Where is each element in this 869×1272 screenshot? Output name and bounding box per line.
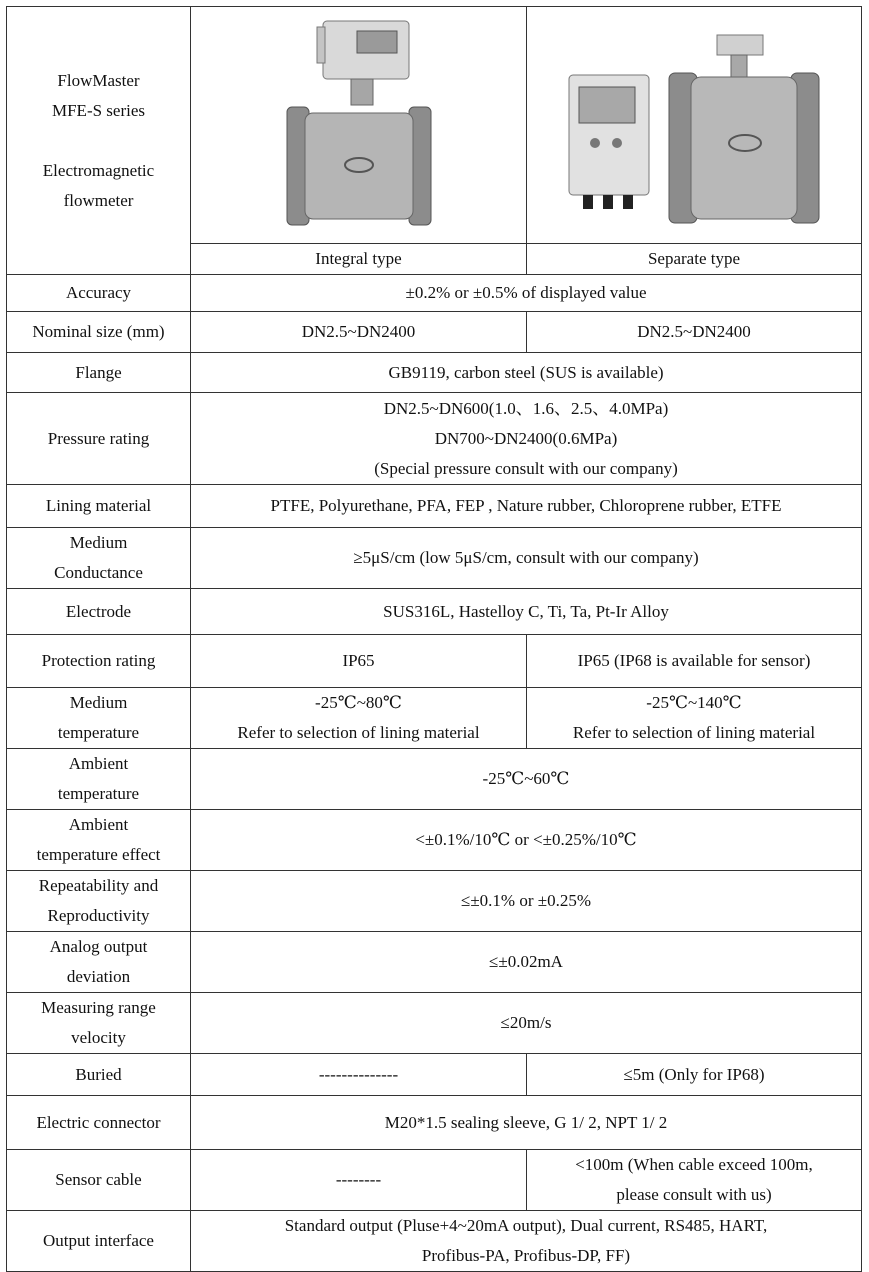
sensor-cable-separate-line-1: <100m (When cable exceed 100m, (575, 1155, 813, 1174)
repeatability-label-line-1: Repeatability and (38, 876, 159, 895)
connector-label: Electric connector (7, 1096, 191, 1150)
separate-type-header: Separate type (527, 244, 862, 275)
medium-temp-integral (191, 688, 527, 749)
ambient-effect-label (7, 810, 191, 871)
velocity-label-line-1: Measuring range (41, 998, 156, 1017)
separate-image-cell (527, 7, 862, 244)
medium-temp-integral-line-1: -25℃~80℃ (315, 693, 402, 712)
ambient-temp-label (7, 749, 191, 810)
velocity-label (7, 993, 191, 1054)
medium-temp-separate-line-1: -25℃~140℃ (646, 693, 742, 712)
sensor-cable-separate (527, 1150, 862, 1211)
medium-temp-label-line-1: Medium (69, 693, 128, 712)
buried-label: Buried (7, 1054, 191, 1096)
electrode-label: Electrode (7, 589, 191, 635)
accuracy-label: Accuracy (7, 275, 191, 312)
analog-value: ≤±0.02mA (191, 932, 862, 993)
integral-image-cell (191, 7, 527, 244)
nominal-size-integral: DN2.5~DN2400 (191, 312, 527, 353)
repeatability-value: ≤±0.1% or ±0.25% (191, 871, 862, 932)
protection-separate: IP65 (IP68 is available for sensor) (527, 635, 862, 688)
sensor-cable-separate-line-2: please consult with us) (616, 1185, 772, 1204)
flange-value: GB9119, carbon steel (SUS is available) (191, 353, 862, 393)
conductance-label-line-1: Medium (69, 533, 128, 552)
ambient-temp-value: -25℃~60℃ (191, 749, 862, 810)
conductance-value: ≥5μS/cm (low 5μS/cm, consult with our company) (191, 528, 862, 589)
velocity-value: ≤20m/s (191, 993, 862, 1054)
connector-value: M20*1.5 sealing sleeve, G 1/ 2, NPT 1/ 2 (191, 1096, 862, 1150)
protection-integral: IP65 (191, 635, 527, 688)
output-line-1: Standard output (Pluse+4~20mA output), Dual current, RS485, HART, (284, 1216, 768, 1235)
ambient-temp-label-line-1: Ambient (68, 754, 129, 773)
analog-label-line-2: deviation (66, 967, 131, 986)
lining-label: Lining material (7, 485, 191, 528)
buried-separate: ≤5m (Only for IP68) (527, 1054, 862, 1096)
medium-temp-label-line-2: temperature (57, 723, 140, 742)
separate-flowmeter-image (559, 13, 829, 238)
ambient-effect-label-line-1: Ambient (68, 815, 129, 834)
nominal-size-separate: DN2.5~DN2400 (527, 312, 862, 353)
spec-table (6, 6, 862, 1272)
ambient-effect-value: <±0.1%/10℃ or <±0.25%/10℃ (191, 810, 862, 871)
integral-flowmeter-image (259, 13, 459, 238)
repeatability-label (7, 871, 191, 932)
product-title-cell (7, 7, 191, 275)
pressure-line-2: DN700~DN2400(0.6MPa) (434, 428, 618, 448)
repeatability-label-line-2: Reproductivity (47, 906, 150, 925)
medium-temp-label (7, 688, 191, 749)
protection-label: Protection rating (7, 635, 191, 688)
ambient-temp-label-line-2: temperature (57, 784, 140, 803)
medium-temp-separate-line-2: Refer to selection of lining material (572, 723, 816, 742)
product-series: MFE-S series (51, 100, 146, 120)
medium-temp-separate (527, 688, 862, 749)
electrode-value: SUS316L, Hastelloy C, Ti, Ta, Pt-Ir Alloy (191, 589, 862, 635)
product-type-line1: Electromagnetic (42, 160, 155, 180)
nominal-size-label: Nominal size (mm) (7, 312, 191, 353)
lining-value: PTFE, Polyurethane, PFA, FEP , Nature rubber, Chloroprene rubber, ETFE (191, 485, 862, 528)
output-label: Output interface (7, 1211, 191, 1272)
pressure-label: Pressure rating (7, 393, 191, 485)
velocity-label-line-2: velocity (71, 1028, 126, 1047)
pressure-line-1: DN2.5~DN600(1.0、1.6、2.5、4.0MPa) (383, 398, 669, 418)
analog-label-line-1: Analog output (49, 937, 148, 956)
ambient-effect-label-line-2: temperature effect (36, 845, 161, 864)
conductance-label (7, 528, 191, 589)
pressure-line-3: (Special pressure consult with our company) (374, 458, 678, 478)
analog-label (7, 932, 191, 993)
pressure-value (191, 393, 862, 485)
buried-integral: -------------- (191, 1054, 527, 1096)
sensor-cable-integral: -------- (191, 1150, 527, 1211)
output-line-2: Profibus-PA, Profibus-DP, FF) (421, 1246, 631, 1265)
conductance-label-line-2: Conductance (54, 563, 143, 582)
output-value (191, 1211, 862, 1272)
product-name: FlowMaster (57, 70, 140, 90)
product-type-line2: flowmeter (63, 190, 134, 210)
accuracy-value: ±0.2% or ±0.5% of displayed value (191, 275, 862, 312)
flange-label: Flange (7, 353, 191, 393)
medium-temp-integral-line-2: Refer to selection of lining material (237, 723, 480, 742)
integral-type-header: Integral type (191, 244, 527, 275)
sensor-cable-label: Sensor cable (7, 1150, 191, 1211)
